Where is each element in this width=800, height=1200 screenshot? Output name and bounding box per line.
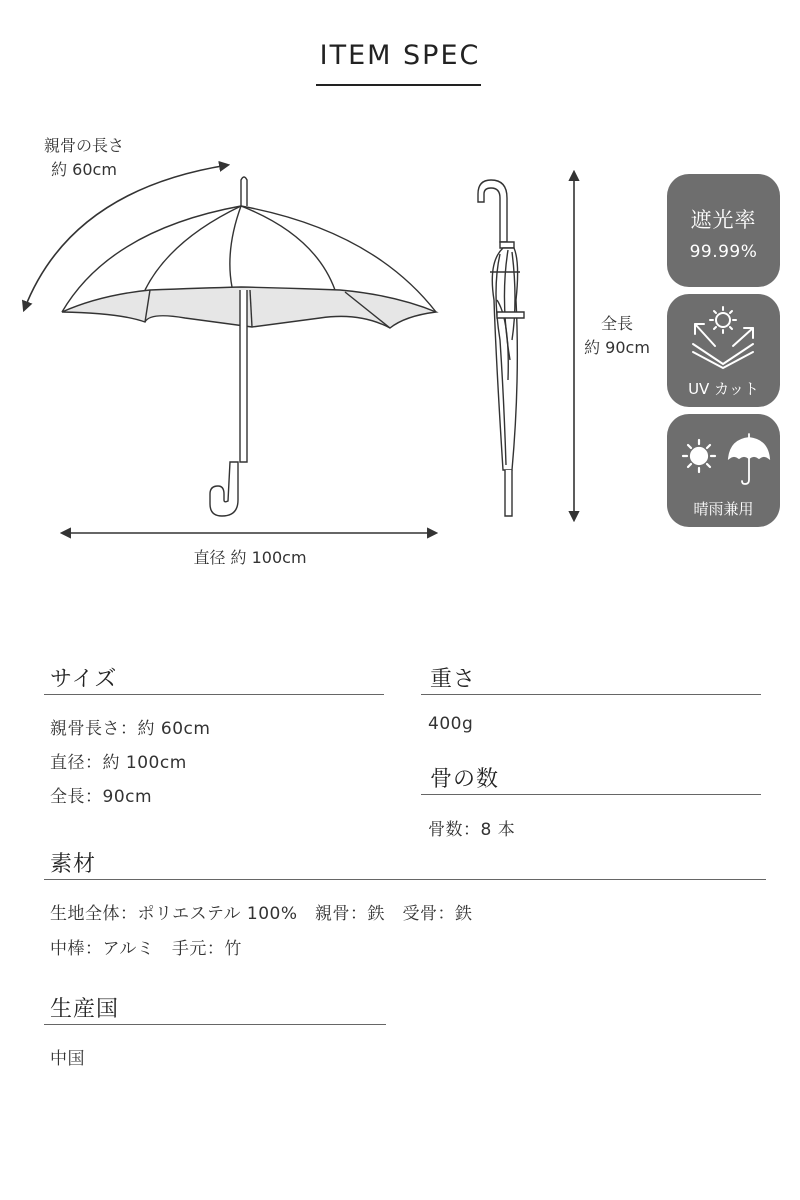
open-umbrella-illustration — [62, 177, 436, 516]
uv-cut-badge — [667, 294, 780, 407]
material-heading: 素材 — [50, 852, 97, 877]
sun-rain-caption: 晴雨兼用 — [693, 500, 754, 518]
total-length-label-line1: 全長 — [600, 314, 633, 333]
origin-rule — [44, 1024, 386, 1025]
rib-length-label-line2: 約 60cm — [51, 160, 117, 179]
size-rule — [44, 694, 384, 695]
origin-heading: 生産国 — [50, 997, 120, 1022]
sun-rain-icon — [667, 414, 780, 494]
shading-rate-title: 遮光率 — [690, 208, 757, 232]
ribs-heading: 骨の数 — [430, 767, 500, 792]
total-length-label — [580, 312, 654, 360]
ribs-value: 骨数：8 本 — [428, 820, 516, 840]
sun-rain-badge — [667, 414, 780, 527]
page-title: ITEM SPEC — [319, 40, 481, 71]
weight-value: 400g — [428, 714, 474, 734]
origin-value: 中国 — [50, 1049, 85, 1069]
material-line-1: 生地全体：ポリエステル 100% 親骨：鉄 受骨：鉄 — [50, 904, 473, 924]
size-diameter: 直径：約 100cm — [50, 753, 187, 773]
material-rule — [44, 879, 766, 880]
shading-rate-value: 99.99% — [689, 242, 758, 262]
size-total-length: 全長：90cm — [50, 787, 153, 807]
weight-rule — [421, 694, 761, 695]
size-rib-length: 親骨長さ：約 60cm — [50, 719, 211, 739]
total-length-label-line2: 約 90cm — [584, 338, 650, 357]
diameter-label: 直径 約 100cm — [193, 548, 307, 567]
material-line-2: 中棒：アルミ 手元：竹 — [50, 939, 242, 959]
size-heading: サイズ — [50, 667, 118, 692]
uv-cut-icon — [667, 294, 780, 374]
rib-length-label — [34, 134, 134, 182]
rib-length-label-line1: 親骨の長さ — [43, 136, 124, 155]
shading-rate-badge — [667, 174, 780, 287]
ribs-rule — [421, 794, 761, 795]
closed-umbrella-illustration — [478, 180, 524, 516]
weight-heading: 重さ — [430, 667, 477, 692]
uv-cut-caption: UV カット — [688, 380, 759, 398]
